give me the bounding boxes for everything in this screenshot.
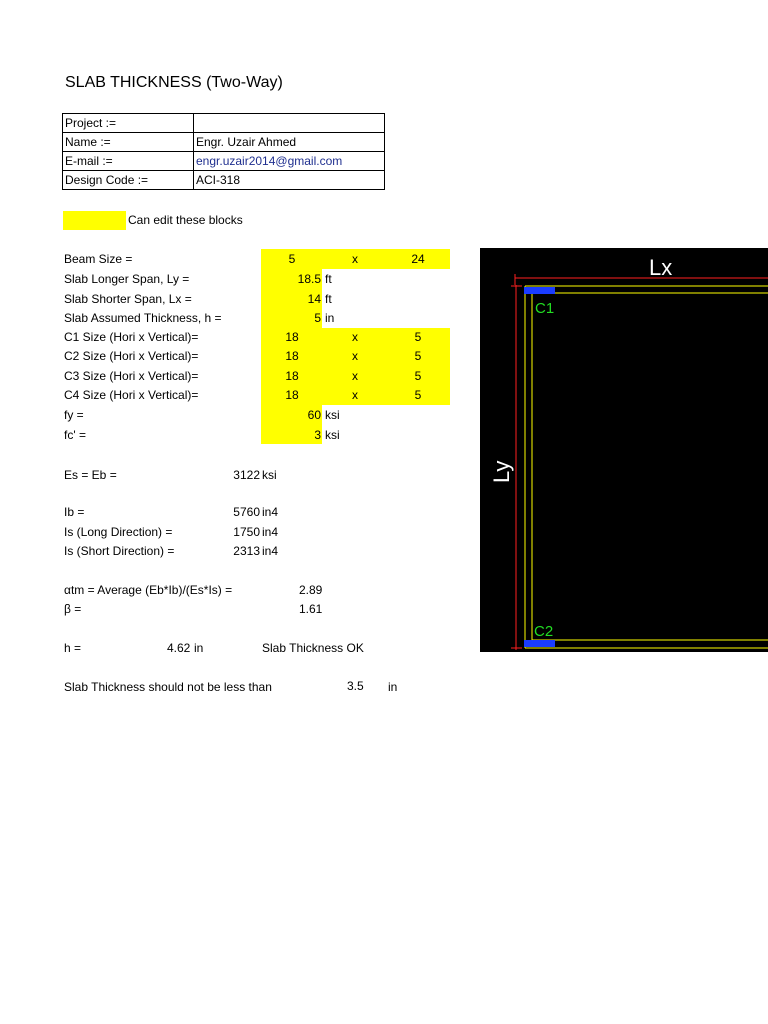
lx-unit: ft [325,292,332,306]
table-row [63,114,385,133]
c2-hori[interactable]: 18 [285,349,299,363]
thickness-status: Slab Thickness OK [262,641,364,655]
c2-times: x [352,349,358,363]
email-label: E-mail := [63,152,194,171]
design-code-value[interactable]: ACI-318 [194,171,385,190]
editable-legend-text: Can edit these blocks [128,213,243,227]
c2-vert[interactable]: 5 [414,349,422,363]
table-row [63,152,385,171]
project-label: Project := [63,114,194,133]
es-value: 3122 [233,468,260,482]
beam-size-depth[interactable]: 24 [411,252,425,266]
c3-size-label: C3 Size (Hori x Vertical)= [64,369,199,383]
es-unit: ksi [262,468,277,482]
min-thickness-label: Slab Thickness should not be less than [64,680,272,694]
project-value[interactable] [194,114,385,133]
project-info-table [62,113,385,190]
column-c2 [524,640,555,647]
is-long-unit: in4 [262,525,279,539]
ly-label: Slab Longer Span, Ly = [64,272,190,286]
c4-vert[interactable]: 5 [414,388,422,402]
lx-value[interactable]: 14 [307,292,321,306]
editable-legend-swatch [63,211,126,230]
lx-label: Slab Shorter Span, Lx = [64,292,192,306]
c1-size-label: C1 Size (Hori x Vertical)= [64,330,199,344]
c3-hori[interactable]: 18 [285,369,299,383]
fc-value[interactable]: 3 [314,428,321,442]
design-code-label: Design Code := [63,171,194,190]
fc-unit: ksi [325,428,340,442]
fy-label: fy = [64,408,84,422]
is-short-value: 2313 [233,544,260,558]
h-result-label: h = [64,641,82,655]
fy-value[interactable]: 60 [307,408,321,422]
beam-size-times: x [352,252,358,266]
fy-unit: ksi [325,408,340,422]
c1-hori[interactable]: 18 [285,330,299,344]
c1-label: C1 [535,300,555,317]
email-value[interactable]: engr.uzair2014@gmail.com [194,152,385,171]
ib-unit: in4 [262,505,279,519]
h-result-value: 4.62 [167,641,191,655]
c4-times: x [352,388,358,402]
table-row [63,133,385,152]
min-thickness-value: 3.5 [347,679,364,693]
ly-unit: ft [325,272,332,286]
c1-times: x [352,330,358,344]
alpha-tm-value: 2.89 [299,583,323,597]
beam-size-width[interactable]: 5 [288,252,296,266]
name-value[interactable]: Engr. Uzair Ahmed [194,133,385,152]
ib-label: Ib = [64,505,85,519]
ly-value[interactable]: 18.5 [297,272,321,286]
c4-size-label: C4 Size (Hori x Vertical)= [64,388,199,402]
alpha-tm-label: αtm = Average (Eb*Ib)/(Es*Is) = [64,583,233,597]
is-long-label: Is (Long Direction) = [64,525,173,539]
beta-value: 1.61 [299,602,323,616]
column-c1 [524,287,555,294]
is-long-value: 1750 [233,525,260,539]
assumed-thickness-value[interactable]: 5 [314,311,321,325]
ly-label: Ly [489,460,514,483]
slab-plan-drawing [480,248,768,652]
c3-vert[interactable]: 5 [414,369,422,383]
c1-vert[interactable]: 5 [414,330,422,344]
beta-label: β = [64,602,82,616]
c2-size-label: C2 Size (Hori x Vertical)= [64,349,199,363]
slab-plan-svg [480,248,768,652]
page-title: SLAB THICKNESS (Two-Way) [65,74,283,91]
beam-size-label: Beam Size = [64,252,133,266]
name-label: Name := [63,133,194,152]
lx-label: Lx [649,255,673,280]
c2-label: C2 [534,623,554,640]
is-short-unit: in4 [262,544,279,558]
assumed-thickness-unit: in [325,311,335,325]
min-thickness-unit: in [388,680,398,694]
fc-label: fc' = [64,428,86,442]
table-row [63,171,385,190]
c3-times: x [352,369,358,383]
assumed-thickness-label: Slab Assumed Thickness, h = [64,311,222,325]
is-short-label: Is (Short Direction) = [64,544,175,558]
es-label: Es = Eb = [64,468,117,482]
c4-hori[interactable]: 18 [285,388,299,402]
ib-value: 5760 [233,505,260,519]
h-result-unit: in [194,641,204,655]
